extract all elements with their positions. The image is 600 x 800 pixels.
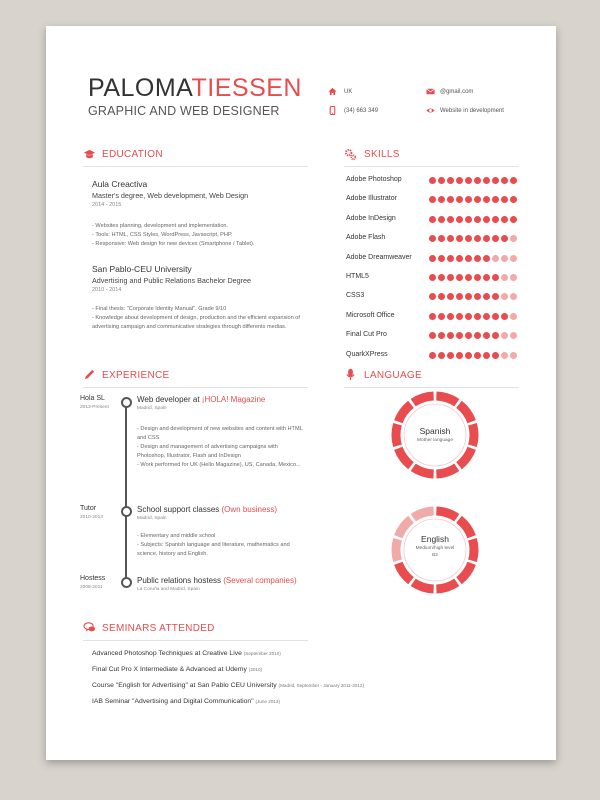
language-ring-segment bbox=[436, 467, 456, 474]
skill-level-dot bbox=[465, 177, 472, 184]
skill-level-dot bbox=[510, 177, 517, 184]
edu-school: San Pablo-CEU University bbox=[92, 264, 192, 274]
skill-level-dot bbox=[438, 274, 445, 281]
pen-icon bbox=[83, 368, 96, 381]
skill-level-dot bbox=[492, 177, 499, 184]
skill-level-dot bbox=[465, 352, 472, 359]
skills-list bbox=[346, 176, 526, 376]
location-text: UK bbox=[344, 89, 353, 95]
language-ring-segment bbox=[398, 404, 411, 421]
education-heading: EDUCATION bbox=[102, 149, 163, 160]
skill-row bbox=[346, 273, 526, 285]
language-ring-segment bbox=[436, 582, 456, 589]
skill-level-dot bbox=[465, 255, 472, 262]
list-item bbox=[92, 650, 281, 657]
exp-company: Tutor bbox=[80, 505, 97, 512]
list-item: - Subjects: Spanish language and literature, mathematics and science, history and English. bbox=[137, 542, 290, 557]
skill-name: Microsoft Office bbox=[346, 311, 395, 319]
list-item: - Knowledge about development of design, production and the efficient expansion of advertising campaign and communicative strategies through differents medias. bbox=[92, 315, 300, 330]
skill-row bbox=[346, 292, 526, 304]
skill-level-dot bbox=[483, 352, 490, 359]
seminars-heading: SEMINARS ATTENDED bbox=[102, 623, 215, 634]
skill-name: Adobe Photoshop bbox=[346, 176, 402, 183]
skill-name: QuarkXPress bbox=[346, 350, 388, 358]
language-heading: LANGUAGE bbox=[364, 370, 422, 381]
skill-level-dot bbox=[465, 274, 472, 281]
skill-level-dot bbox=[474, 255, 481, 262]
edu-degree: Master's degree, Web development, Web Design bbox=[92, 191, 249, 200]
language-ring-segment bbox=[413, 467, 433, 474]
skill-level-dot bbox=[510, 293, 517, 300]
skill-level-dot bbox=[456, 216, 463, 223]
list-item: - Responsive: Web design for new devices (Smartphone / Tablet). bbox=[92, 241, 255, 247]
exp-location: La Coruña and Madrid, Spain bbox=[137, 587, 200, 592]
skill-row bbox=[346, 215, 526, 227]
job-title: GRAPHIC AND WEB DESIGNER bbox=[88, 104, 280, 118]
language-ring-segment bbox=[413, 511, 433, 518]
skill-level-dot bbox=[429, 255, 436, 262]
skill-level-dot bbox=[474, 216, 481, 223]
skill-row bbox=[346, 331, 526, 343]
chat-bubbles-icon bbox=[83, 621, 96, 634]
skill-level-dot bbox=[492, 235, 499, 242]
list-item: - Websites planning, development and implementation. bbox=[92, 223, 229, 229]
skill-level-dot bbox=[447, 196, 454, 203]
skill-name: Adobe InDesign bbox=[346, 214, 396, 222]
experience-heading: EXPERIENCE bbox=[102, 370, 170, 381]
exp-bullets bbox=[137, 532, 307, 559]
skill-level-dot bbox=[492, 313, 499, 320]
skill-level-dot bbox=[474, 235, 481, 242]
language-level: Mother language bbox=[416, 438, 453, 443]
exp-role-line bbox=[137, 395, 265, 404]
skill-level-dot bbox=[474, 313, 481, 320]
website-text[interactable]: Website in development bbox=[440, 108, 504, 114]
edu-dates: 2014 - 2015 bbox=[92, 202, 122, 208]
skill-level-dot bbox=[501, 255, 508, 262]
language-ring-segment bbox=[459, 563, 472, 580]
skill-level-dot bbox=[501, 313, 508, 320]
skill-name: Adobe Dreamweaver bbox=[346, 253, 412, 261]
skill-level-dot bbox=[483, 255, 490, 262]
edu-school: Aula Creactiva bbox=[92, 179, 148, 189]
skill-level-dot bbox=[474, 293, 481, 300]
skill-row bbox=[346, 176, 526, 188]
edu-bullets bbox=[92, 222, 322, 249]
skill-level-dot bbox=[447, 293, 454, 300]
seminar-date: (June 2013) bbox=[255, 699, 281, 704]
skill-level-dot bbox=[483, 177, 490, 184]
eye-icon bbox=[426, 106, 435, 115]
list-item bbox=[92, 666, 262, 673]
list-item bbox=[92, 698, 280, 705]
seminar-title: Advanced Photoshop Techniques at Creative Live bbox=[92, 650, 242, 657]
first-name: PALOMA bbox=[88, 74, 192, 102]
microphone-icon bbox=[344, 368, 357, 381]
exp-dates: 2010-2013 bbox=[80, 515, 103, 520]
skill-row bbox=[346, 312, 526, 324]
skill-level-dot bbox=[438, 177, 445, 184]
exp-employer: (Own business) bbox=[221, 505, 278, 514]
skill-level-dot bbox=[456, 352, 463, 359]
skill-level-dot bbox=[510, 313, 517, 320]
skill-level-dot bbox=[510, 255, 517, 262]
home-icon bbox=[328, 87, 337, 96]
gears-icon bbox=[344, 148, 357, 161]
list-item: - Design and development of new websites and content with HTML and CSS bbox=[137, 426, 303, 441]
skill-row bbox=[346, 234, 526, 246]
skill-level-dot bbox=[501, 332, 508, 339]
skill-name: Adobe Illustrator bbox=[346, 195, 397, 203]
skill-level-dot bbox=[510, 216, 517, 223]
exp-company: Hostess bbox=[80, 575, 106, 582]
exp-bullets bbox=[137, 425, 307, 470]
skill-level-dot bbox=[438, 216, 445, 223]
skill-level-dot bbox=[492, 274, 499, 281]
exp-role: Public relations hostess bbox=[137, 576, 224, 585]
skill-level-dot bbox=[456, 196, 463, 203]
seminars-divider bbox=[83, 640, 308, 641]
experience-divider bbox=[83, 387, 308, 388]
skill-level-dot bbox=[456, 274, 463, 281]
list-item: - Elementary and middle school bbox=[137, 533, 216, 539]
exp-role-line bbox=[137, 576, 297, 585]
skill-level-dot bbox=[456, 235, 463, 242]
skill-level-dot bbox=[447, 352, 454, 359]
skill-level-dot bbox=[429, 177, 436, 184]
skill-level-dot bbox=[456, 177, 463, 184]
skill-level-dot bbox=[465, 196, 472, 203]
language-ring-segment bbox=[413, 582, 433, 589]
skill-level-dot bbox=[456, 255, 463, 262]
skill-level-dot bbox=[438, 255, 445, 262]
list-item: - Design and management of advertising campaigns with Photoshop, Illustrator, Flash and InDesign bbox=[137, 444, 278, 459]
skill-level-dot bbox=[429, 235, 436, 242]
language-level: Medium/high level bbox=[415, 546, 455, 551]
seminar-title: Course "English for Advertising" at San Pablo CEU University bbox=[92, 682, 277, 689]
skill-level-dot bbox=[501, 177, 508, 184]
skill-level-dot bbox=[483, 332, 490, 339]
skill-level-dot bbox=[465, 216, 472, 223]
skill-row bbox=[346, 351, 526, 363]
skill-level-dot bbox=[483, 313, 490, 320]
list-item bbox=[92, 682, 364, 689]
skill-level-dot bbox=[510, 332, 517, 339]
education-divider bbox=[83, 166, 308, 167]
exp-dates: 2013-Present bbox=[80, 405, 109, 410]
skill-level-dot bbox=[501, 293, 508, 300]
skill-name: CSS3 bbox=[346, 292, 365, 300]
skill-level-dot bbox=[429, 352, 436, 359]
list-item: - Final thesis: "Corporate Identity Manual". Grade 9/10 bbox=[92, 306, 227, 312]
skill-level-dot bbox=[492, 216, 499, 223]
skills-heading: SKILLS bbox=[364, 149, 400, 160]
exp-location: Madrid, Spain bbox=[137, 516, 167, 521]
skill-level-dot bbox=[438, 313, 445, 320]
edu-bullets bbox=[92, 305, 322, 332]
skill-name: Final Cut Pro bbox=[346, 331, 387, 339]
skill-level-dot bbox=[501, 352, 508, 359]
exp-employer: (Several companies) bbox=[223, 576, 297, 585]
skill-level-dot bbox=[483, 216, 490, 223]
language-ring-segment bbox=[413, 396, 433, 403]
skills-divider bbox=[344, 166, 519, 167]
skill-level-dot bbox=[447, 313, 454, 320]
list-item: - Tools: HTML, CSS Styles, WordPress, Javascript, PHP. bbox=[92, 232, 233, 238]
language-name: English bbox=[421, 534, 449, 544]
skill-level-dot bbox=[447, 274, 454, 281]
skill-level-dot bbox=[456, 293, 463, 300]
phone-text: (34) 663 349 bbox=[344, 108, 379, 114]
skill-level-dot bbox=[492, 255, 499, 262]
skill-level-dot bbox=[429, 196, 436, 203]
skill-level-dot bbox=[447, 332, 454, 339]
skill-level-dot bbox=[438, 235, 445, 242]
skill-level-dot bbox=[429, 293, 436, 300]
skill-level-dot bbox=[465, 293, 472, 300]
mail-icon bbox=[426, 87, 435, 96]
exp-role-line bbox=[137, 505, 277, 514]
skill-level-dot bbox=[492, 352, 499, 359]
exp-employer: ¡HOLA! Magazine bbox=[201, 395, 266, 404]
skill-level-dot bbox=[474, 352, 481, 359]
skill-level-dot bbox=[438, 293, 445, 300]
skill-level-dot bbox=[501, 235, 508, 242]
email-text[interactable]: @gmail.com bbox=[440, 89, 474, 95]
list-item: - Work performed for UK (Hello Magazine), US, Canada, Mexico... bbox=[137, 462, 301, 468]
seminar-date: (Madrid, September - January 2011-2012) bbox=[278, 683, 364, 688]
language-ring-segment bbox=[459, 404, 472, 421]
seminar-title: Final Cut Pro X Intermediate & Advanced at Udemy bbox=[92, 666, 247, 673]
seminar-title: IAB Seminar "Advertising and Digital Communication" bbox=[92, 698, 254, 705]
skill-level-dot bbox=[429, 216, 436, 223]
timeline-node bbox=[121, 397, 132, 408]
exp-location: Madrid, Spain bbox=[137, 406, 167, 411]
skill-level-dot bbox=[438, 352, 445, 359]
skill-level-dot bbox=[456, 313, 463, 320]
skill-level-dot bbox=[501, 196, 508, 203]
skill-level-dot bbox=[510, 352, 517, 359]
skill-level-dot bbox=[483, 235, 490, 242]
language-ring-segment bbox=[436, 511, 456, 518]
phone-icon bbox=[328, 106, 337, 115]
skill-level-dot bbox=[483, 196, 490, 203]
skill-level-dot bbox=[474, 177, 481, 184]
person-name bbox=[88, 74, 302, 103]
skill-level-dot bbox=[474, 196, 481, 203]
skill-level-dot bbox=[492, 332, 499, 339]
exp-role: Web developer at bbox=[137, 395, 202, 404]
seminar-date: (2010) bbox=[248, 667, 263, 672]
skill-level-dot bbox=[465, 313, 472, 320]
skill-level-dot bbox=[438, 196, 445, 203]
skill-level-dot bbox=[483, 293, 490, 300]
timeline-node bbox=[121, 506, 132, 517]
language-ring-segment bbox=[436, 396, 456, 403]
skill-level-dot bbox=[447, 177, 454, 184]
skill-level-dot bbox=[510, 274, 517, 281]
skill-level-dot bbox=[447, 255, 454, 262]
language-ring-segment bbox=[459, 448, 472, 465]
skill-level-dot bbox=[429, 274, 436, 281]
graduation-cap-icon bbox=[83, 148, 96, 161]
skill-level-dot bbox=[429, 313, 436, 320]
language-ring-segment bbox=[398, 448, 411, 465]
exp-company: Hola SL bbox=[80, 395, 105, 402]
exp-role: School support classes bbox=[137, 505, 222, 514]
skill-row bbox=[346, 254, 526, 266]
skill-level-dot bbox=[465, 332, 472, 339]
skill-level-dot bbox=[474, 332, 481, 339]
language-grade: B2 bbox=[432, 553, 438, 558]
edu-dates: 2010 - 2014 bbox=[92, 287, 122, 293]
skill-level-dot bbox=[447, 216, 454, 223]
skill-level-dot bbox=[483, 274, 490, 281]
skill-level-dot bbox=[501, 274, 508, 281]
skill-level-dot bbox=[456, 332, 463, 339]
last-name: TIESSEN bbox=[191, 74, 302, 102]
skill-level-dot bbox=[501, 216, 508, 223]
language-ring-segment bbox=[398, 563, 411, 580]
skill-level-dot bbox=[510, 235, 517, 242]
seminar-date: (September 2010) bbox=[243, 651, 281, 656]
skill-level-dot bbox=[492, 196, 499, 203]
skill-level-dot bbox=[438, 332, 445, 339]
skill-level-dot bbox=[492, 293, 499, 300]
edu-degree: Advertising and Public Relations Bachelor Degree bbox=[92, 276, 252, 285]
timeline-line bbox=[125, 404, 127, 586]
skill-level-dot bbox=[429, 332, 436, 339]
skill-row bbox=[346, 195, 526, 207]
skill-level-dot bbox=[447, 235, 454, 242]
skill-level-dot bbox=[510, 196, 517, 203]
resume-sheet bbox=[46, 26, 556, 760]
timeline-node bbox=[121, 577, 132, 588]
skill-name: Adobe Flash bbox=[346, 234, 386, 242]
skill-level-dot bbox=[474, 274, 481, 281]
exp-dates: 2008-2011 bbox=[80, 585, 103, 590]
skill-name: HTML5 bbox=[346, 273, 369, 280]
language-name: Spanish bbox=[419, 426, 451, 436]
skill-level-dot bbox=[465, 235, 472, 242]
